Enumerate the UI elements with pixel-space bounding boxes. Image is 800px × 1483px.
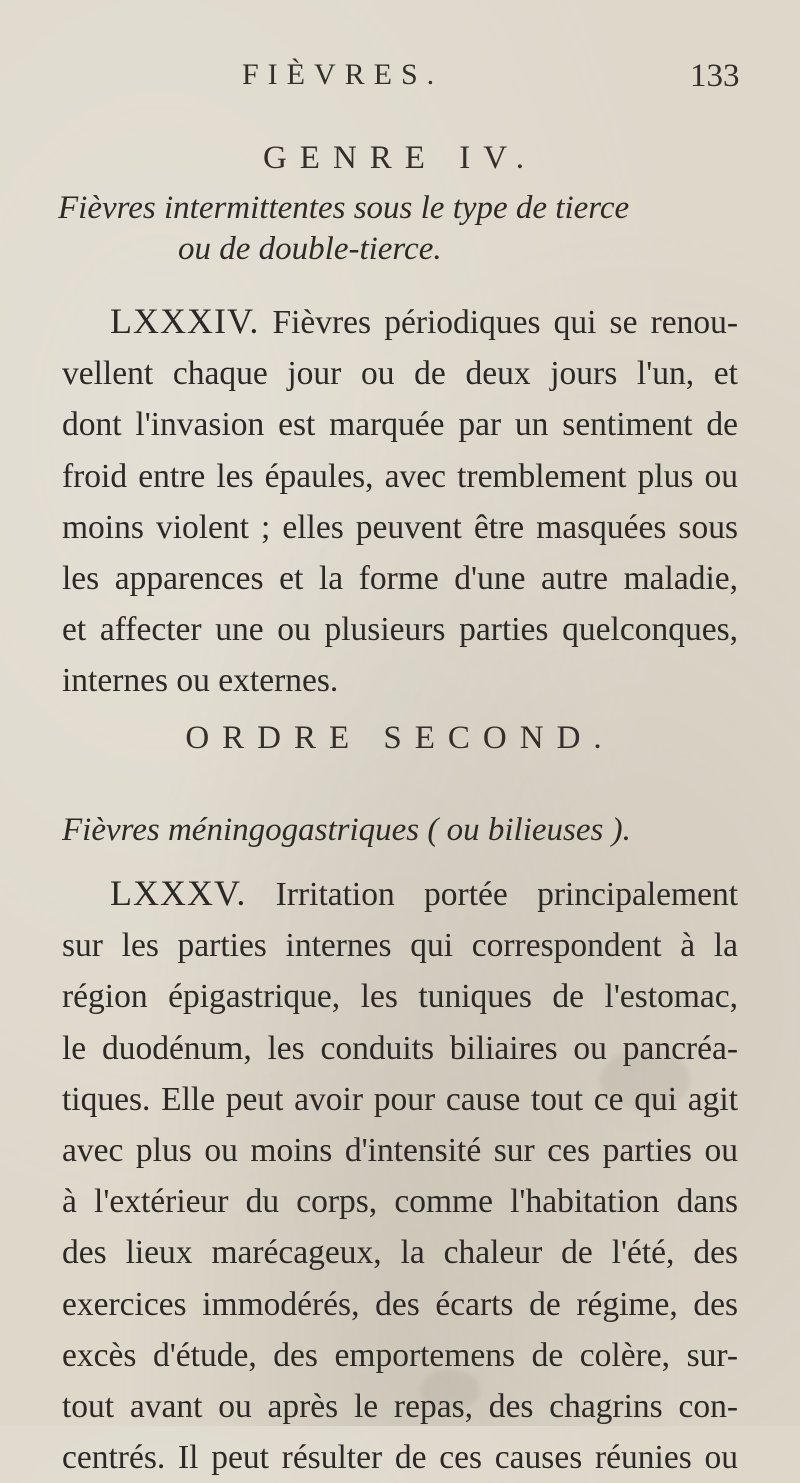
paragraph-line: tiques. Elle peut avoir pour cause tout ce qui agit xyxy=(62,1080,738,1118)
paragraph-text: Irritation portée principalement xyxy=(275,876,739,913)
paragraph-line: région épigastrique, les tuniques de l'estomac, xyxy=(62,978,738,1016)
paragraph-line: vellent chaque jour ou de deux jours l'un, et xyxy=(62,355,738,393)
genre-subtitle-line: ou de double-tierce. xyxy=(178,231,442,267)
paragraph-line: et affecter une ou plusieurs parties quelconques, xyxy=(62,611,738,649)
paragraph-line: le duodénum, les conduits biliaires ou pancréa- xyxy=(62,1029,738,1067)
article-number: LXXXIV. xyxy=(110,301,260,341)
paragraph-line: avec plus ou moins d'intensité sur ces parties ou xyxy=(62,1132,738,1170)
paragraph-line: internes ou externes. xyxy=(62,662,339,700)
paragraph-line: sur les parties internes qui correspondent à la xyxy=(62,927,738,965)
paragraph-line: des lieux marécageux, la chaleur de l'été, des xyxy=(62,1234,738,1272)
paragraph-line: froid entre les épaules, avec tremblement plus ou xyxy=(62,457,738,495)
paragraph-line: dont l'invasion est marquée par un sentiment de xyxy=(62,406,738,444)
ordre-subtitle: Fièvres méningogastriques ( ou bilieuses ). xyxy=(62,812,631,848)
paragraph-line: les apparences et la forme d'une autre maladie, xyxy=(62,560,738,598)
paragraph-line: centrés. Il peut résulter de ces causes réunies ou xyxy=(62,1439,738,1477)
paragraph-line: exercices immodérés, des écarts de régime, des xyxy=(62,1285,738,1323)
paragraph-line: excès d'étude, des emportemens de colère, sur- xyxy=(62,1336,738,1374)
article-85 xyxy=(62,868,738,1483)
ordre-heading: ORDRE SECOND. xyxy=(185,720,615,756)
paragraph-line xyxy=(62,868,738,920)
paragraph-text: Fièvres périodiques qui se renou- xyxy=(272,304,739,341)
article-84 xyxy=(62,296,738,707)
genre-subtitle xyxy=(58,188,738,270)
paragraph-line: tout avant ou après le repas, des chagrins con- xyxy=(62,1388,738,1426)
article-number: LXXXV. xyxy=(110,873,247,913)
paragraph-line xyxy=(62,296,738,348)
genre-heading: GENRE IV. xyxy=(262,140,538,176)
page-header xyxy=(0,58,800,98)
paragraph-line: moins violent ; elles peuvent être masquées sous xyxy=(62,508,738,546)
paragraph-line: à l'extérieur du corps, comme l'habitation dans xyxy=(62,1183,738,1221)
genre-subtitle-line: Fièvres intermittentes sous le type de tierce xyxy=(58,190,630,226)
page-number: 133 xyxy=(690,58,740,94)
running-head: FIÈVRES. xyxy=(242,58,444,91)
